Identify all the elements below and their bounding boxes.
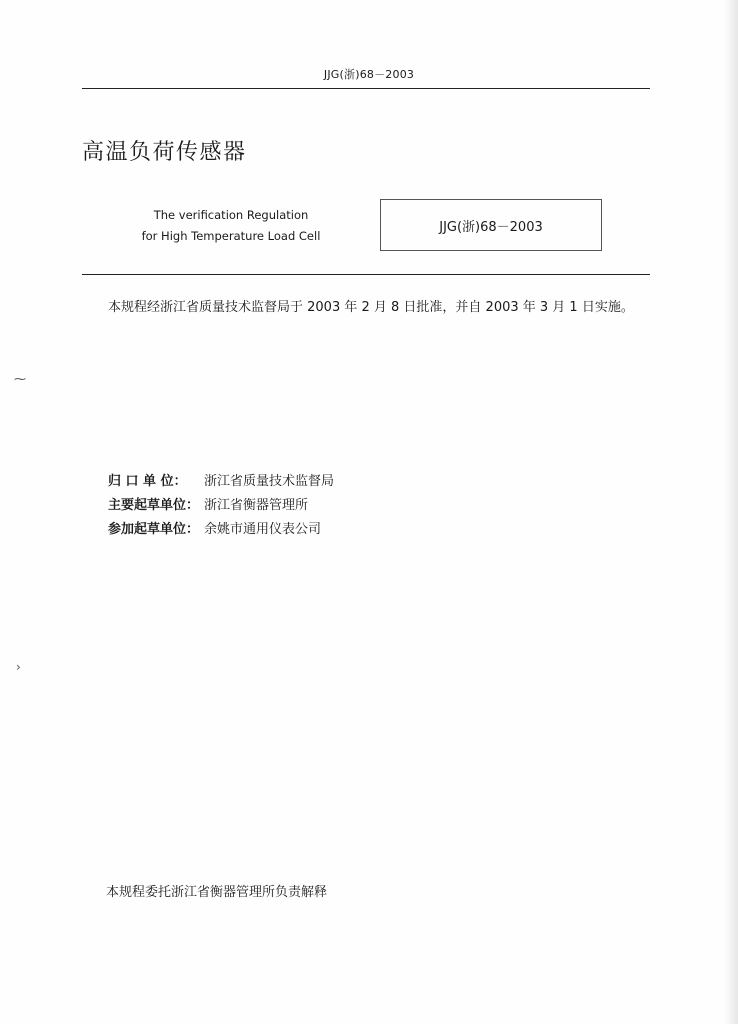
regulation-code: JJG(浙)68－2003 [439, 219, 543, 235]
page-edge-shadow [724, 0, 738, 1024]
running-header-code: JJG(浙)68－2003 [323, 68, 415, 81]
header-rule [82, 88, 650, 89]
unit-value: 浙江省质量技术监督局 [204, 474, 335, 489]
unit-value: 浙江省衡器管理所 [204, 498, 309, 513]
scan-artifact: › [16, 660, 21, 674]
responsible-units [108, 470, 334, 542]
unit-row-participating-drafter [108, 518, 334, 542]
document-title: 高温负荷传感器 [82, 139, 247, 165]
english-title-line-2: for High Temperature Load Cell [141, 229, 321, 243]
scan-artifact: ⁓ [14, 372, 26, 386]
section-rule [82, 274, 650, 275]
unit-value: 余姚市通用仪表公司 [204, 522, 322, 537]
approval-statement: 本规程经浙江省质量技术监督局于 2003 年 2 月 8 日批准，并自 2003 年 3 月 1 日实施。 [108, 300, 634, 315]
unit-label: 主要起草单位： [108, 498, 200, 513]
unit-row-centralized [108, 470, 334, 494]
unit-label: 参加起草单位： [108, 522, 200, 537]
english-title [112, 205, 350, 247]
interpretation-note: 本规程委托浙江省衡器管理所负责解释 [106, 885, 328, 900]
unit-row-main-drafter [108, 494, 334, 518]
english-title-line-1: The verification Regulation [153, 208, 309, 222]
regulation-code-box [380, 199, 602, 251]
unit-label: 归 口 单 位： [108, 474, 187, 489]
